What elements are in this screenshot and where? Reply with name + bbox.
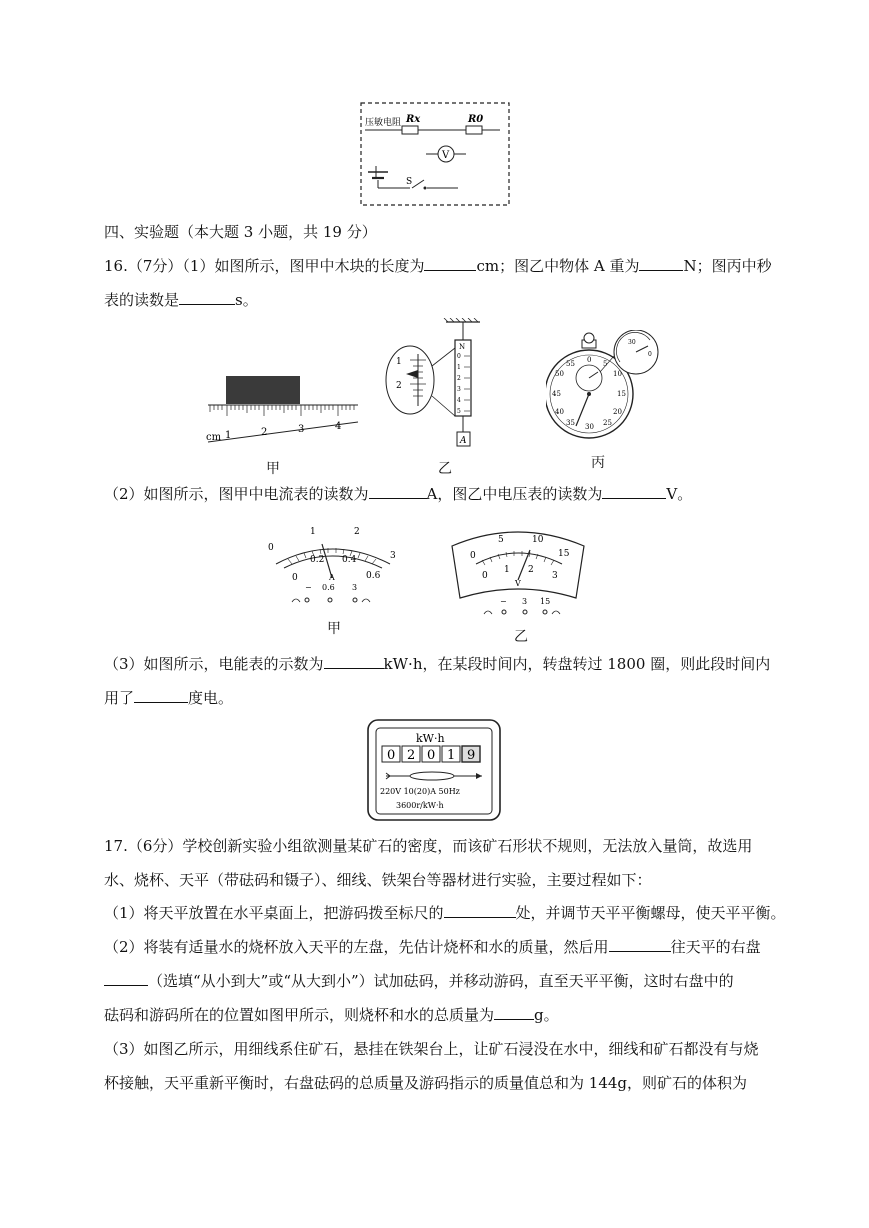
svg-text:3: 3 — [522, 597, 528, 606]
answer-blank[interactable] — [104, 971, 148, 986]
svg-text:0.6: 0.6 — [322, 583, 335, 592]
q17-line3: （1）将天平放置在水平桌面上，把游码拨至标尺的 处，并调节天平平衡螺母，使天平平衡。 — [104, 904, 786, 922]
svg-text:1: 1 — [310, 527, 316, 537]
ruler-figure — [202, 372, 362, 452]
q16-part1-line2: 表的读数是 s。 — [104, 291, 258, 309]
meter-unit: kW·h — [416, 732, 445, 745]
svg-text:0: 0 — [587, 356, 592, 364]
svg-text:0: 0 — [268, 543, 274, 553]
svg-text:3: 3 — [457, 386, 461, 393]
q17-line5: （选填“从小到大”或“从大到小”）试加砝码，并移动游码，直至天平平衡，这时右盘中的 — [104, 971, 774, 991]
svg-text:−: − — [305, 583, 312, 592]
q17-line8: 杯接触，天平重新平衡时，右盘砝码的总质量及游码指示的质量值总和为 144g，则矿石的体积为 — [104, 1074, 748, 1092]
caption-yi-2: 乙 — [514, 629, 528, 645]
energy-meter-figure — [366, 718, 502, 822]
svg-text:0: 0 — [482, 571, 488, 581]
svg-text:10: 10 — [613, 370, 622, 378]
svg-text:4: 4 — [335, 421, 342, 432]
spring-scale-figure — [384, 318, 484, 456]
voltmeter-figure — [448, 520, 588, 620]
wooden-block — [226, 376, 300, 404]
answer-blank[interactable] — [444, 903, 516, 918]
svg-text:35: 35 — [566, 419, 575, 427]
svg-text:15: 15 — [540, 597, 551, 606]
answer-blank[interactable] — [602, 484, 666, 499]
svg-text:2: 2 — [528, 565, 534, 575]
caption-jia-1: 甲 — [266, 461, 280, 477]
q17-line1: 17.（6分）学校创新实验小组欲测量某矿石的密度，而该矿石形状不规则，无法放入量筒，故选用 — [104, 837, 753, 855]
svg-text:25: 25 — [603, 419, 612, 427]
caption-bing: 丙 — [591, 455, 605, 471]
svg-text:15: 15 — [558, 549, 570, 559]
svg-text:0: 0 — [457, 353, 461, 360]
answer-blank[interactable] — [609, 937, 671, 952]
answer-blank[interactable] — [424, 256, 476, 271]
svg-text:2: 2 — [457, 375, 461, 382]
svg-text:1: 1 — [457, 364, 461, 371]
meter-digit: 1 — [447, 748, 456, 763]
svg-text:A: A — [460, 436, 467, 446]
answer-blank[interactable] — [639, 256, 683, 271]
svg-text:3: 3 — [352, 583, 358, 592]
svg-text:−: − — [500, 597, 507, 606]
zoom-circle — [386, 346, 434, 414]
sensor-label: 压敏电阻 — [365, 118, 402, 128]
svg-text:cm: cm — [206, 432, 222, 443]
svg-text:0: 0 — [470, 551, 476, 561]
stopwatch-figure — [546, 330, 662, 444]
r0-label: R0 — [468, 114, 484, 125]
answer-blank[interactable] — [179, 290, 235, 305]
q17-line7: （3）如图乙所示，用细线系住矿石，悬挂在铁架台上，让矿石浸没在水中，细线和矿石都没有与烧 — [104, 1040, 759, 1058]
ammeter-figure — [262, 520, 402, 616]
answer-blank[interactable] — [134, 688, 188, 703]
q17-line4: （2）将装有适量水的烧杯放入天平的左盘，先估计烧杯和水的质量，然后用 往天平的右盘 — [104, 938, 761, 956]
section-title: 四、实验题（本大题 3 小题，共 19 分） — [104, 223, 377, 241]
svg-text:30: 30 — [628, 339, 636, 346]
svg-text:10: 10 — [532, 535, 544, 545]
svg-text:40: 40 — [555, 408, 564, 416]
svg-text:5: 5 — [603, 360, 608, 368]
svg-text:5: 5 — [498, 535, 504, 545]
meter-spec1: 220V 10(20)A 50Hz — [380, 787, 460, 796]
circuit-figure — [358, 100, 512, 208]
svg-text:3: 3 — [552, 571, 558, 581]
caption-jia-2: 甲 — [327, 621, 341, 637]
q16-part2-line: （2）如图所示，图甲中电流表的读数为 A，图乙中电压表的读数为 V。 — [104, 485, 693, 503]
svg-text:5: 5 — [457, 408, 461, 415]
answer-blank[interactable] — [494, 1005, 534, 1020]
svg-text:50: 50 — [555, 370, 564, 378]
svg-text:55: 55 — [566, 360, 575, 368]
svg-text:0.4: 0.4 — [342, 555, 357, 565]
svg-text:3: 3 — [298, 424, 305, 435]
svg-text:N: N — [459, 343, 466, 351]
svg-text:45: 45 — [552, 390, 561, 398]
switch-label: S — [406, 177, 413, 187]
svg-text:1: 1 — [504, 565, 510, 575]
svg-text:2: 2 — [354, 527, 360, 537]
q17-line6: 砝码和游码所在的位置如图甲所示，则烧杯和水的总质量为 g。 — [104, 1006, 559, 1024]
svg-text:4: 4 — [457, 397, 461, 404]
svg-text:0.6: 0.6 — [366, 571, 381, 581]
meter-spec2: 3600r/kW·h — [396, 801, 444, 810]
meter-digit: 2 — [407, 748, 416, 763]
q17-line2: 水、烧杯、天平（带砝码和镊子）、细线、铁架台等器材进行实验，主要过程如下： — [104, 871, 652, 889]
svg-text:3: 3 — [390, 551, 396, 561]
q16-part3-line1: （3）如图所示，电能表的示数为 kW·h，在某段时间内，转盘转过 1800 圈，则此段时间内 — [104, 655, 771, 673]
svg-text:30: 30 — [585, 423, 594, 431]
svg-text:2: 2 — [396, 381, 402, 391]
svg-text:0: 0 — [292, 573, 298, 583]
svg-text:A: A — [329, 573, 335, 582]
meter-digit: 0 — [387, 748, 396, 763]
svg-text:20: 20 — [613, 408, 622, 416]
meter-digit: 0 — [427, 748, 436, 763]
svg-text:V: V — [515, 579, 521, 588]
svg-text:2: 2 — [261, 427, 268, 438]
svg-text:1: 1 — [225, 430, 232, 441]
svg-text:0.2: 0.2 — [310, 555, 325, 565]
caption-yi-1: 乙 — [438, 461, 452, 477]
svg-text:V: V — [442, 150, 450, 161]
q16-part3-line2: 用了 度电。 — [104, 689, 234, 707]
q16-part1-line1: 16.（7分）（1）如图所示，图甲中木块的长度为 cm；图乙中物体 A 重为 N；图丙中秒 — [104, 257, 772, 275]
svg-text:1: 1 — [396, 357, 402, 367]
rx-label: Rx — [406, 114, 421, 125]
svg-text:0: 0 — [648, 351, 652, 358]
answer-blank[interactable] — [324, 654, 384, 669]
meter-digit: 9 — [467, 748, 476, 763]
answer-blank[interactable] — [369, 484, 427, 499]
svg-text:15: 15 — [617, 390, 626, 398]
